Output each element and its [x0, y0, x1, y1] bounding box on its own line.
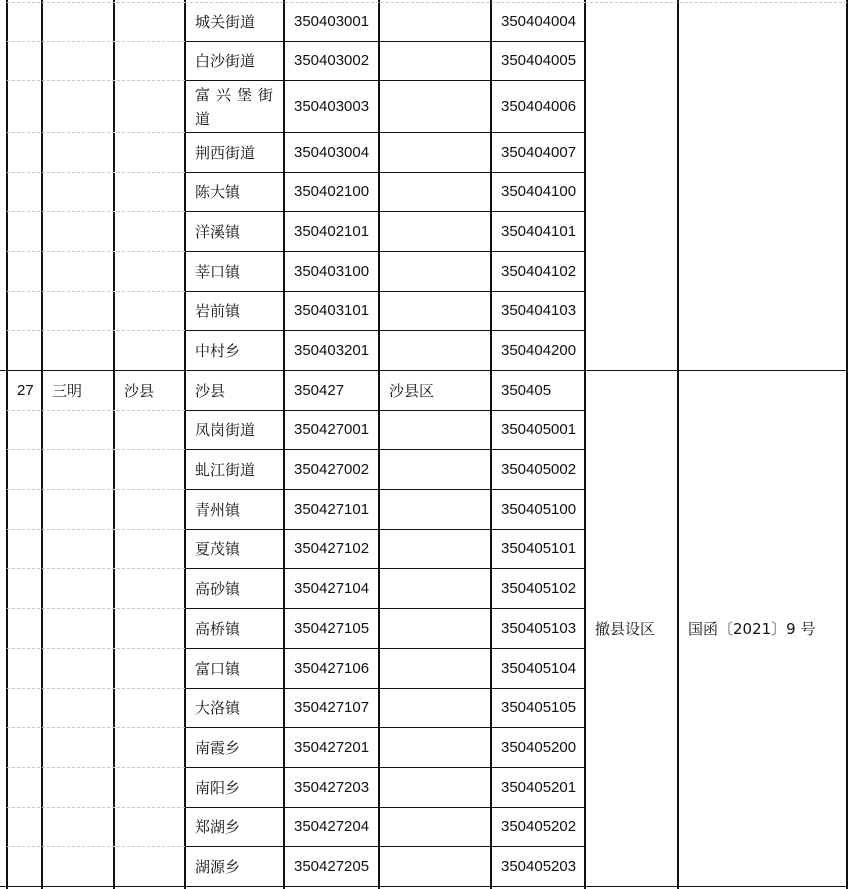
old-code-text: 350403201 [294, 341, 370, 359]
old-code-text: 350427203 [294, 778, 370, 796]
old-code [285, 133, 379, 172]
row-divider-dotted [7, 807, 185, 808]
new-code-text: 350404100 [501, 183, 577, 200]
row-index [8, 371, 42, 410]
town-name-text: 白沙街道 [195, 52, 256, 70]
town-name-text: 高砂镇 [195, 579, 241, 598]
new-code [492, 133, 585, 172]
column-divider [41, 0, 43, 889]
town-name-text: 青州镇 [195, 500, 241, 519]
old-code [285, 292, 379, 330]
new-code-text: 350404103 [501, 302, 577, 319]
row-divider-dotted [7, 449, 185, 450]
new-name [380, 81, 491, 132]
old-code [285, 212, 379, 251]
new-code [492, 609, 585, 648]
new-code-text: 350405103 [501, 619, 577, 637]
town-name-text: 大洛镇 [195, 699, 241, 717]
town-name [186, 331, 284, 370]
town-name-text: 湖源乡 [195, 857, 241, 876]
old-code-text: 350403101 [294, 302, 370, 319]
new-code [492, 530, 585, 568]
old-code-text: 350427102 [294, 540, 370, 557]
old-code [285, 649, 379, 688]
new-name [380, 212, 491, 251]
new-code-text: 350405105 [501, 699, 577, 716]
old-code-text: 350427205 [294, 857, 370, 875]
new-name [380, 252, 491, 291]
new-code-text: 350405002 [501, 460, 577, 478]
town-name [186, 768, 284, 807]
town-name-text: 城关街道 [195, 13, 256, 31]
row-divider [185, 41, 585, 42]
old-code-text: 350427106 [294, 659, 370, 677]
new-code-text: 350405102 [501, 579, 577, 597]
row-divider [185, 608, 585, 609]
new-code-text: 350404005 [501, 52, 577, 69]
new-code [492, 649, 585, 688]
town-name-text: 洋溪镇 [195, 222, 241, 241]
new-code [492, 212, 585, 251]
row-divider-dotted [7, 410, 185, 411]
row-divider-dotted [7, 846, 185, 847]
new-name [380, 450, 491, 489]
row-divider [185, 568, 585, 569]
new-code-text: 350405200 [501, 738, 577, 756]
old-code-text: 350402101 [294, 222, 370, 240]
town-name [186, 173, 284, 211]
town-name-text: 沙县 [195, 381, 226, 400]
new-name [380, 292, 491, 330]
town-name [186, 689, 284, 727]
row-divider [185, 330, 585, 331]
row-divider-dotted [7, 489, 185, 490]
new-name [380, 3, 491, 41]
new-name [380, 371, 491, 410]
town-name-text: 荆西街道 [195, 143, 256, 162]
row-divider [185, 529, 585, 530]
town-name [186, 808, 284, 846]
row-divider-dotted [7, 727, 185, 728]
town-name [186, 292, 284, 330]
row-divider-dotted [7, 41, 185, 42]
new-name [380, 768, 491, 807]
old-code-text: 350403003 [294, 97, 370, 115]
row-divider [185, 172, 585, 173]
old-code-text: 350427002 [294, 460, 370, 478]
old-code [285, 450, 379, 489]
old-code [285, 847, 379, 886]
row-divider-dotted [7, 2, 185, 3]
town-name-text: 富口镇 [195, 659, 241, 678]
new-code-text: 350405104 [501, 659, 577, 677]
town-name [186, 490, 284, 529]
row-divider [185, 688, 585, 689]
row-divider [185, 846, 585, 847]
row-divider-dotted [7, 648, 185, 649]
town-name [186, 649, 284, 688]
row-divider-dotted [7, 251, 185, 252]
row-divider-dotted [7, 291, 185, 292]
old-code-text: 350427105 [294, 619, 370, 637]
town-name [186, 728, 284, 767]
new-code [492, 331, 585, 370]
new-code-text: 350404102 [501, 262, 577, 280]
row-divider [185, 489, 585, 490]
new-code-text: 350405101 [501, 540, 577, 557]
row-divider [185, 410, 585, 411]
old-code [285, 42, 379, 80]
row-divider [185, 727, 585, 728]
change-type-text: 撤县设区 [595, 619, 656, 638]
new-code-text: 350405100 [501, 500, 577, 518]
old-code [285, 490, 379, 529]
new-name [380, 649, 491, 688]
new-code [492, 173, 585, 211]
new-code-text: 350405201 [501, 778, 577, 796]
town-name [186, 133, 284, 172]
approval-document [679, 371, 847, 886]
town-name [186, 252, 284, 291]
town-name [186, 847, 284, 886]
new-code [492, 450, 585, 489]
new-code [492, 728, 585, 767]
new-name [380, 689, 491, 727]
new-name-text: 沙县区 [389, 381, 435, 400]
city-name [43, 371, 114, 410]
new-code-text: 350404004 [501, 13, 577, 30]
town-name [186, 42, 284, 80]
new-code [492, 81, 585, 132]
old-code [285, 331, 379, 370]
town-name [186, 81, 284, 132]
town-name [186, 411, 284, 449]
town-name-text: 陈大镇 [195, 183, 241, 201]
old-code-text: 350403002 [294, 52, 370, 69]
old-code-text: 350403001 [294, 13, 370, 30]
row-divider [185, 291, 585, 292]
new-code-text: 350404007 [501, 143, 577, 161]
old-code [285, 371, 379, 410]
town-name-text: 虬江街道 [195, 460, 256, 479]
new-name [380, 490, 491, 529]
old-code-text: 350427107 [294, 699, 370, 716]
new-code-text: 350404006 [501, 97, 577, 115]
new-name [380, 847, 491, 886]
new-code [492, 689, 585, 727]
new-code [492, 42, 585, 80]
new-code [492, 411, 585, 449]
new-name [380, 569, 491, 608]
row-divider-dotted [7, 608, 185, 609]
town-name-text: 富兴堡街道 [195, 85, 280, 128]
new-code [492, 808, 585, 846]
old-code [285, 728, 379, 767]
row-divider [185, 449, 585, 450]
town-name-text: 郑湖乡 [195, 818, 241, 836]
new-code-text: 350405001 [501, 421, 577, 438]
old-code [285, 81, 379, 132]
town-name-text: 莘口镇 [195, 262, 241, 281]
town-name-text: 凤岗街道 [195, 421, 256, 439]
old-code-text: 350403100 [294, 262, 370, 280]
old-code-text: 350427 [294, 381, 345, 399]
row-divider-dotted [7, 172, 185, 173]
new-code [492, 371, 585, 410]
town-name-text: 南霞乡 [195, 738, 241, 757]
new-code [492, 569, 585, 608]
change-type [586, 371, 678, 886]
old-code [285, 3, 379, 41]
old-code [285, 689, 379, 727]
row-divider-dotted [7, 529, 185, 530]
row-divider-dotted [7, 211, 185, 212]
old-code [285, 530, 379, 568]
old-code-text: 350427201 [294, 738, 370, 756]
row-divider [185, 767, 585, 768]
old-code [285, 252, 379, 291]
county-name-text: 沙县 [124, 381, 155, 400]
new-name [380, 173, 491, 211]
old-code-text: 350427101 [294, 500, 370, 518]
row-divider-dotted [7, 80, 185, 81]
old-code-text: 350427001 [294, 421, 370, 438]
new-code [492, 3, 585, 41]
town-name [186, 371, 284, 410]
new-code [492, 490, 585, 529]
new-name [380, 133, 491, 172]
new-name [380, 609, 491, 648]
row-divider-dotted [585, 2, 847, 3]
row-divider [185, 211, 585, 212]
row-divider-dotted [7, 767, 185, 768]
town-name [186, 530, 284, 568]
row-divider-dotted [7, 330, 185, 331]
row-index-text: 27 [17, 381, 34, 399]
row-divider [185, 132, 585, 133]
new-name [380, 411, 491, 449]
town-name [186, 450, 284, 489]
new-code-text: 350405203 [501, 857, 577, 875]
new-name [380, 331, 491, 370]
new-code-text: 350404101 [501, 222, 577, 240]
town-name [186, 3, 284, 41]
city-name-text: 三明 [52, 381, 83, 400]
new-code-text: 350404200 [501, 341, 577, 359]
new-name [380, 530, 491, 568]
town-name-text: 中村乡 [195, 341, 241, 360]
town-name [186, 569, 284, 608]
old-code-text: 350402100 [294, 183, 370, 200]
town-name-text: 南阳乡 [195, 778, 241, 797]
town-name [186, 212, 284, 251]
town-name-text: 岩前镇 [195, 302, 241, 320]
county-name [115, 371, 185, 410]
old-code-text: 350427204 [294, 818, 370, 835]
town-name-text: 夏茂镇 [195, 540, 241, 558]
column-divider [113, 0, 115, 889]
old-code [285, 173, 379, 211]
row-divider [185, 251, 585, 252]
old-code-text: 350427104 [294, 579, 370, 597]
new-code [492, 292, 585, 330]
row-divider [185, 80, 585, 81]
row-divider-dotted [185, 2, 585, 3]
old-code [285, 411, 379, 449]
new-code [492, 768, 585, 807]
new-code [492, 252, 585, 291]
new-code-text: 350405202 [501, 818, 577, 835]
old-code-text: 350403004 [294, 143, 370, 161]
approval-document-text: 国函〔2021〕9 号 [688, 619, 816, 638]
row-divider [185, 807, 585, 808]
town-name-text: 高桥镇 [195, 619, 241, 638]
row-divider [0, 886, 847, 887]
row-divider-dotted [7, 688, 185, 689]
old-code [285, 569, 379, 608]
new-code-text: 350405 [501, 381, 552, 399]
row-divider-dotted [7, 132, 185, 133]
old-code [285, 609, 379, 648]
town-name [186, 609, 284, 648]
column-divider [6, 0, 8, 889]
old-code [285, 768, 379, 807]
old-code [285, 808, 379, 846]
new-name [380, 808, 491, 846]
new-name [380, 728, 491, 767]
new-name [380, 42, 491, 80]
row-divider [185, 648, 585, 649]
new-code [492, 847, 585, 886]
row-divider-dotted [7, 568, 185, 569]
